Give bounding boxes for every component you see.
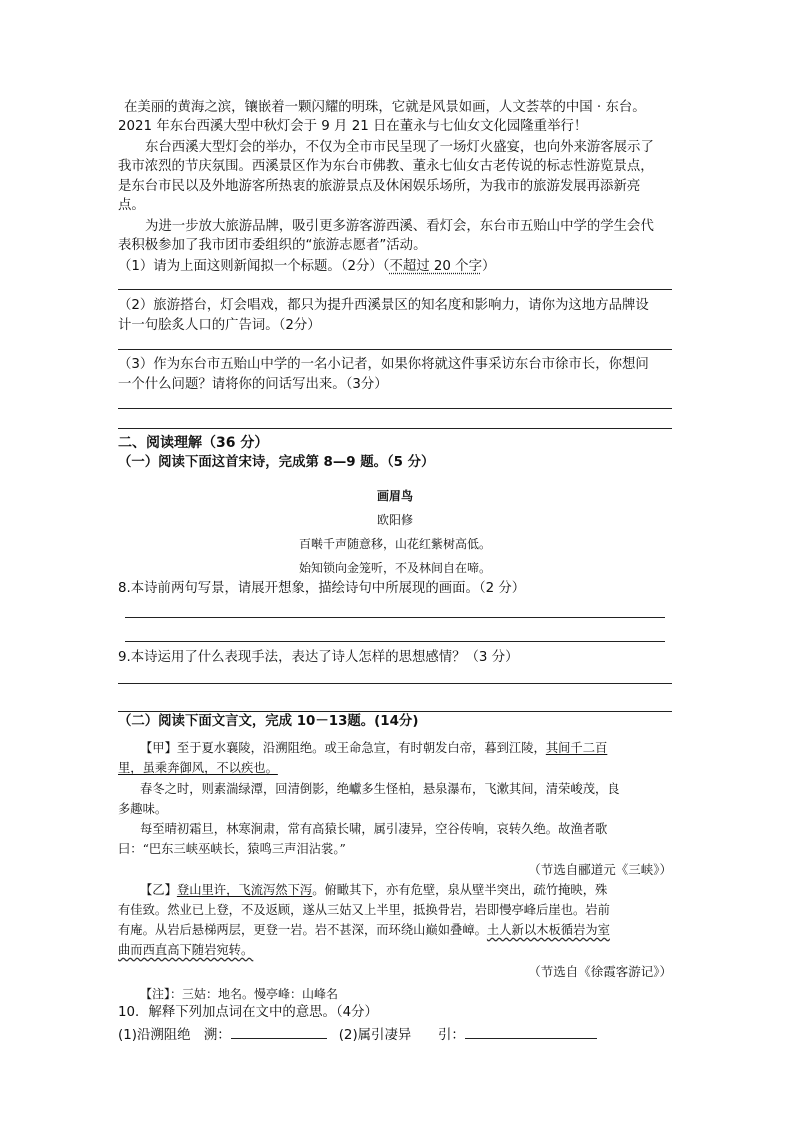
classical-line: 每至晴初霜旦，林寒涧肃，常有高猿长啸，属引凄异，空谷传响，哀转久绝。故渔者歌 <box>140 822 608 836</box>
classical-line <box>118 759 278 777</box>
subsection-heading: （一）阅读下面这首宋诗，完成第 8—9 题。（5 分） <box>118 455 435 470</box>
question-2-cont: 计一句脍炙人口的广告词。（2分） <box>118 318 321 333</box>
question-8: 8.本诗前两句写景，请展开想象，描绘诗句中所展现的画面。（2 分） <box>118 581 526 596</box>
answer-line[interactable] <box>118 349 672 350</box>
question-10-item-1: (1)沿溯阻绝 溯： <box>118 1028 231 1043</box>
classical-text: 有庵。从岩后悬梯两层，更登一岩。岩不甚深，而环绕山巅如叠嶂。 <box>118 923 487 937</box>
answer-line[interactable] <box>125 641 665 642</box>
passage-line: 点。 <box>118 198 145 213</box>
classical-text: 【乙】 <box>140 883 177 897</box>
classical-text: 【甲】至于夏水襄陵，沿溯阻绝。或王命急宣，有时朝发白帝，暮到江陵， <box>140 741 546 755</box>
section-heading: 二、阅读理解（36 分） <box>118 435 269 451</box>
question-2: （2）旅游搭台，灯会唱戏，都只为提升西溪景区的知名度和影响力，请你为这地方品牌设 <box>118 298 649 313</box>
question-10: 10．解释下列加点词在文中的意思。（4分） <box>118 1005 378 1020</box>
answer-line[interactable] <box>118 711 672 712</box>
question-1-close: ） <box>481 259 496 274</box>
classical-line <box>118 921 610 939</box>
answer-line[interactable] <box>118 408 672 409</box>
passage-line: 是东台市民以及外地游客所热衷的旅游景点及休闲娱乐场所，为我市的旅游发展再添新亮 <box>118 179 641 194</box>
question-3: （3）作为东台市五贻山中学的一名小记者，如果你将就这件事采访东台市徐市长，你想问 <box>118 357 649 372</box>
passage-line: 我市浓烈的节庆氛围。西溪景区作为东台市佛教、董永七仙女古老传说的标志性游览景点， <box>118 159 654 174</box>
answer-blank[interactable] <box>231 1024 327 1039</box>
question-10-item-2: (2)属引凄异 引： <box>338 1028 465 1043</box>
classical-line <box>118 941 253 959</box>
classical-line: 多趣味。 <box>118 802 168 816</box>
classical-wavy-underlined: 曲而西直高下随岩宛转。 <box>118 943 254 957</box>
classical-line <box>140 739 607 757</box>
classical-underlined: 里，虽乘奔御风，不以疾也。 <box>118 761 278 775</box>
classical-underlined: 其间千二百 <box>545 741 608 755</box>
classical-underlined: 登山里许，飞流泻然下泻 <box>176 883 313 897</box>
passage-line: 为进一步放大旅游品牌，吸引更多游客游西溪、看灯会，东台市五贻山中学的学生会代 <box>145 219 654 234</box>
classical-line: 有佳致。然业已上登，不及返顾，遂从三姑又上半里，抵换骨岩，岩即慢亭峰后崖也。岩前 <box>118 903 610 917</box>
passage-line: 表积极参加了我市团市委组织的“旅游志愿者”活动。 <box>118 238 427 253</box>
passage-line: 在美丽的黄海之滨，镶嵌着一颗闪耀的明珠，它就是风景如画，人文荟萃的中国 · 东台。 <box>124 100 646 115</box>
poem-line: 百啭千声随意移，山花红紫树高低。 <box>298 537 491 551</box>
classical-line: 曰：“巴东三峡巫峡长，猿鸣三声泪沾裳。” <box>118 842 346 856</box>
footnote: 【注】：三姑：地名。慢亭峰：山峰名 <box>140 987 339 1001</box>
question-3-cont: 一个什么问题？请将你的问话写出来。（3分） <box>118 377 388 392</box>
poem-author: 欧阳修 <box>376 513 413 527</box>
classical-wavy-underlined: 土人新以木板循岩为室 <box>486 923 610 937</box>
question-10-items <box>118 1024 597 1045</box>
classical-line <box>140 881 607 899</box>
source-citation: （节选自《徐霞客游记》） <box>528 964 672 979</box>
answer-line[interactable] <box>118 428 672 429</box>
question-1-limit: 不超过 20 个字 <box>389 259 482 274</box>
source-citation: （节选自郦道元《三峡》） <box>528 862 672 877</box>
answer-line[interactable] <box>118 683 672 684</box>
classical-text: 。俯瞰其下，亦有危壁，泉从壁半突出，疏竹掩映，殊 <box>312 883 608 897</box>
question-1-text: （1）请为上面这则新闻拟一个标题。（2分）（ <box>118 259 390 274</box>
passage-line: 东台西溪大型灯会的举办，不仅为全市市民呈现了一场灯火盛宴，也向外来游客展示了 <box>145 140 654 155</box>
subsection-heading: （二）阅读下面文言文，完成 10－13题。(14分) <box>118 714 419 729</box>
poem-title: 画眉鸟 <box>376 489 413 503</box>
answer-line[interactable] <box>118 289 672 290</box>
answer-line[interactable] <box>125 617 665 618</box>
answer-blank[interactable] <box>465 1024 597 1039</box>
question-9: 9.本诗运用了什么表现手法，表达了诗人怎样的思想感情？（3 分） <box>118 650 519 665</box>
question-1 <box>118 258 495 276</box>
classical-line: 春冬之时，则素湍绿潭，回清倒影，绝巘多生怪柏，悬泉瀑布，飞漱其间，清荣峻茂，良 <box>140 782 620 796</box>
poem-line: 始知锁向金笼听，不及林间自在啼。 <box>298 561 491 575</box>
passage-line: 2021 年东台西溪大型中秋灯会于 9 月 21 日在董永与七仙女文化园隆重举行！ <box>118 119 588 134</box>
